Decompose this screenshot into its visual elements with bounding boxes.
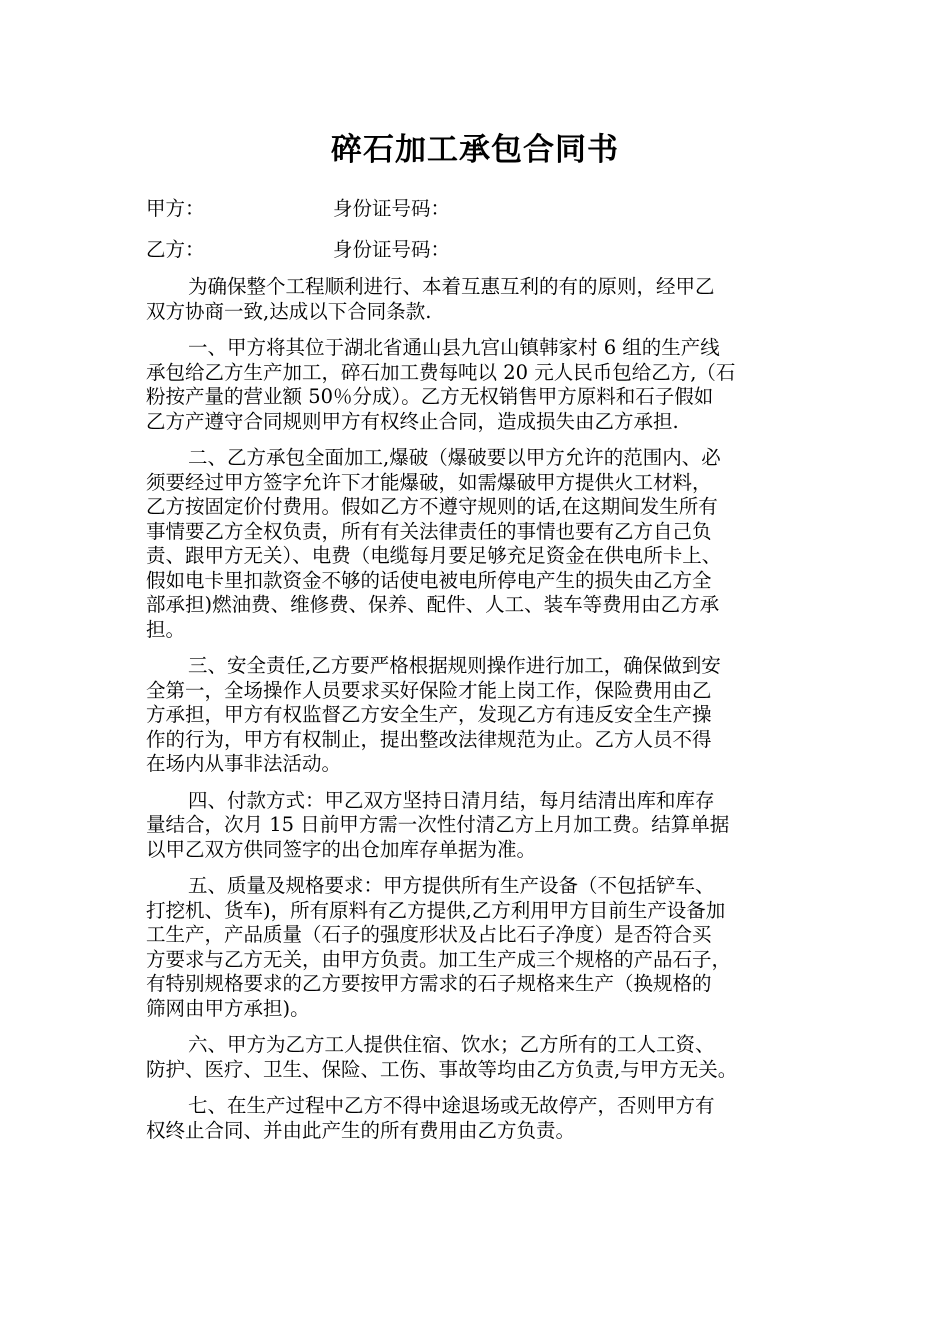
paragraph-line: 粉按产量的营业额 50％分成）。乙方无权销售甲方原料和石子假如 — [146, 385, 714, 408]
contract-paragraph — [146, 874, 826, 1021]
paragraph-line: 方承担，甲方有权监督乙方安全生产，发现乙方有违反安全生产操 — [146, 703, 712, 726]
paragraph-line: 三、安全责任,乙方要严格根据规则操作进行加工，确保做到安 — [188, 654, 721, 677]
party-b-id-label: 身份证号码： — [333, 238, 451, 261]
paragraph-line: 乙方产遵守合同规则甲方有权终止合同，造成损失由乙方承担. — [146, 409, 679, 433]
party-a-label: 甲方： — [146, 197, 205, 220]
paragraph-line: 双方协商一致,达成以下合同条款. — [146, 299, 432, 323]
contract-paragraph — [146, 654, 826, 777]
contract-paragraph — [146, 1094, 826, 1143]
paragraph-line: 五、质量及规格要求：甲方提供所有生产设备（不包括铲车、 — [188, 874, 715, 897]
paragraph-line: 六、甲方为乙方工人提供住宿、饮水；乙方所有的工人工资、 — [188, 1033, 715, 1056]
paragraph-line: 乙方按固定价付费用。假如乙方不遵守规则的话,在这期间发生所有 — [146, 495, 718, 518]
paragraph-line: 部承担)燃油费、维修费、保养、配件、人工、装车等费用由乙方承 — [146, 593, 720, 616]
paragraph-line: 二、乙方承包全面加工,爆破（爆破要以甲方允许的范围内、必 — [188, 446, 721, 469]
paragraph-line: 以甲乙双方供同签字的出仓加库存单据为准。 — [146, 837, 537, 861]
party-a-row — [146, 195, 826, 223]
contract-paragraph — [146, 789, 826, 863]
paragraph-line: 方要求与乙方无关，由甲方负责。加工生产成三个规格的产品石子， — [146, 947, 732, 971]
party-b-row — [146, 236, 826, 264]
paragraph-line: 七、在生产过程中乙方不得中途退场或无故停产，否则甲方有 — [188, 1094, 715, 1117]
paragraph-line: 筛网由甲方承担)。 — [146, 996, 310, 1020]
paragraph-line: 有特别规格要求的乙方要按甲方需求的石子规格来生产（换规格的 — [146, 972, 712, 995]
paragraph-line: 工生产，产品质量（石子的强度形状及占比石子净度）是否符合买 — [146, 923, 712, 946]
paragraph-line: 全第一，全场操作人员要求买好保险才能上岗工作，保险费用由乙 — [146, 678, 712, 702]
document-title: 碎石加工承包合同书 — [331, 132, 619, 168]
paragraph-line: 承包给乙方生产加工，碎石加工费每吨以 20 元人民币包给乙方,（石 — [146, 360, 736, 384]
paragraph-line: 权终止合同、并由此产生的所有费用由乙方负责。 — [146, 1118, 576, 1142]
paragraph-line: 为确保整个工程顺利进行、本着互惠互利的有的原则，经甲乙 — [188, 275, 715, 298]
paragraph-line: 四、付款方式：甲乙双方坚持日清月结，每月结清出库和库存 — [188, 788, 715, 812]
paragraph-line: 须要经过甲方签字允许下才能爆破，如需爆破甲方提供火工材料， — [146, 470, 712, 494]
paragraph-line: 作的行为，甲方有权制止，提出整改法律规范为止。乙方人员不得 — [146, 727, 712, 751]
party-b-label: 乙方： — [146, 238, 205, 261]
contract-paragraph — [146, 446, 826, 642]
paragraph-line: 防护、医疗、卫生、保险、工伤、事故等均由乙方负责,与甲方无关。 — [146, 1057, 738, 1081]
paragraph-line: 事情要乙方全权负责，所有有关法律责任的事情也要有乙方自己负 — [146, 519, 712, 543]
contract-paragraph — [146, 1033, 826, 1082]
contract-paragraph — [146, 336, 826, 434]
paragraph-line: 担。 — [146, 617, 186, 641]
contract-body — [146, 275, 826, 1155]
contract-paragraph — [146, 275, 826, 324]
paragraph-line: 假如电卡里扣款资金不够的话使电被电所停电产生的损失由乙方全 — [146, 568, 712, 592]
paragraph-line: 在场内从事非法活动。 — [146, 752, 342, 775]
paragraph-line: 责、跟甲方无关）、电费（电缆每月要足够充足资金在供电所卡上、 — [146, 544, 722, 567]
paragraph-line: 一、甲方将其位于湖北省通山县九宫山镇韩家村 6 组的生产线 — [188, 336, 720, 359]
paragraph-line: 打挖机、货车)，所有原料有乙方提供,乙方利用甲方目前生产设备加 — [146, 898, 726, 922]
party-a-id-label: 身份证号码： — [333, 197, 451, 220]
paragraph-line: 量结合，次月 15 日前甲方需一次性付清乙方上月加工费。结算单据 — [146, 813, 730, 836]
